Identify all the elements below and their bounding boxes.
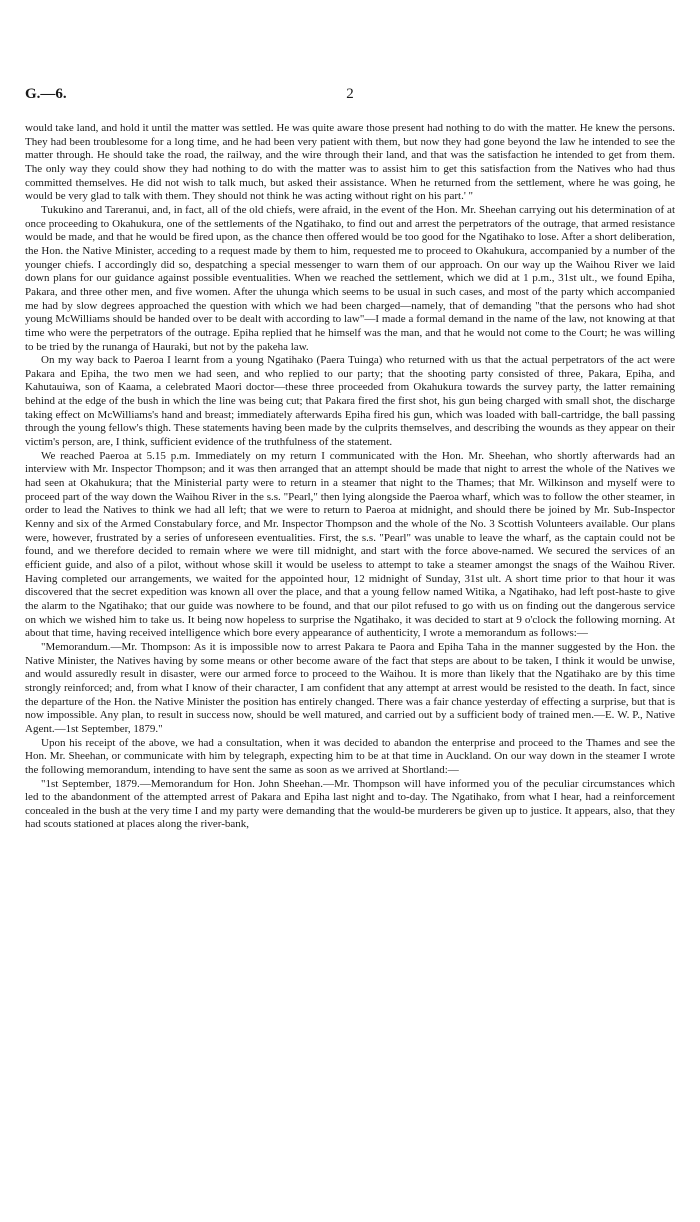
memorandum-thompson: "Memorandum.—Mr. Thompson: As it is impossible now to arrest Pakara te Paora and Epiha Taha in the manner suggested by the Hon. the Native Minister, the Natives having by some means or other become aware of the fact that steps are about to be taken, I think it would be unwise, and would assuredly result in disaster, were our armed force to proceed to the Waihou. It is more than likely that the Ngatihako are by this time strongly reinforced; and, from what I know of their character, I am confident that any attempt at arrest would be resisted to the death. In fact, since the departure of the Hon. the Native Minister the position has entirely changed. There was a fair chance yesterday of effecting a surprise, but that is now impossible. Any plan, to result in success now, should be well matured, and carried out by a sufficient body of trained men.—E. W. P., Native Agent.—1st September, 1879." <box>25 640 675 735</box>
memorandum-sheehan: "1st September, 1879.—Memorandum for Hon. John Sheehan.—Mr. Thompson will have informed you of the peculiar circumstances which led to the abandonment of the attempted arrest of Pakara and Epiha last night and to-day. The Ngatihako, from what I hear, had a reinforcement concealed in the bush at the very time I and my party were demanding that the would-be murderers be given up to justice. It appears, also, that they had scouts stationed at places along the river-bank, <box>25 777 675 831</box>
paragraph-continued: would take land, and hold it until the matter was settled. He was quite aware those present had nothing to do with the matter. He knew the persons. They had been troublesome for a long time, and he had been very patient with them, but now they had gone beyond the law he intended to see the matter through. He should take the road, the railway, and the wire through their land, and that was the satisfaction he intended to get from them. The only way they could show they had nothing to do with the matter was to assist him to get this satisfaction from the Natives who had thus committed themselves. He did not wish to talk much, but asked their assistance. When he returned from the settlement, where he was going, he would be very glad to talk with them. They should not think he was acting without right on his part.' " <box>25 122 675 203</box>
body-text <box>25 122 675 832</box>
paragraph-arrest-plans: We reached Paeroa at 5.15 p.m. Immediately on my return I communicated with the Hon. Mr. Sheehan, who shortly afterwards had an interview with Mr. Inspector Thompson; and it was then arranged that an attempt should be made that night to arrest the whole of the Natives we had seen at Okahukura; that the Ministerial party were to return in a steamer that night to the Thames; that Mr. Wilkinson and myself were to proceed part of the way down the Waihou River in the s.s. "Pearl," then lying alongside the Paeroa wharf, which was to follow the other steamer, in order to lead the Natives to think we had all left; that we were to return to Paeroa at midnight, and should there be joined by Mr. Sub-Inspector Kenny and six of the Armed Constabulary force, and Mr. Inspector Thompson and the whole of the No. 3 Scottish Volunteers available. Our plans were, however, frustrated by a series of unforeseen eventualities. First, the s.s. "Pearl" was unable to leave the wharf, as the captain could not be found, and we therefore decided to remain where we were till midnight, and start with the force above-named. We secured the services of an efficient guide, and also of a pilot, without whose skill it would be useless to attempt to take a steamer amongst the snags of the Waihou River. Having completed our arrangements, we waited for the appointed hour, 12 midnight of Sunday, 31st ult. A short time prior to that hour it was discovered that the secret expedition was known all over the place, and that a young fellow named Witika, a Ngatihako, had left post-haste to give the alarm to the Ngatihako; that our guide was nowhere to be found, and that our pilot refused to go with us on finding out the dangerous service on which we wished him to take us. It being now hopeless to surprise the Ngatihako, it was decided to start at 9 o'clock the following morning. At about that time, having received intelligence which bore every appearance of authenticity, I wrote a memorandum as follows:— <box>25 449 675 640</box>
paragraph-return-to-paeroa: On my way back to Paeroa I learnt from a young Ngatihako (Paera Tuinga) who returned with us that the actual perpetrators of the act were Pakara and Epiha, the two men we had seen, and who replied to our party; that the shooting party consisted of three, Pakara, Epiha, and Kahutauiwa, son of Kaama, a celebrated Maori doctor—these three proceeded from Okahukura towards the survey party, the latter remaining behind at the edge of the bush in which the line was being cut; that Pakara fired the first shot, his gun being charged with small shot, the discharge taking effect on McWilliams's hand and breast; immediately afterwards Epiha fired his gun, which was loaded with ball-cartridge, the ball passing through the young fellow's thigh. These statements having been made by the culprits themselves, and describing the wounds as they appear on their victim's person, are, I think, sufficient evidence of the truthfulness of the statement. <box>25 354 675 449</box>
paragraph-tukukino: Tukukino and Tareranui, and, in fact, all of the old chiefs, were afraid, in the event of the Hon. Mr. Sheehan carrying out his determination of at once proceeding to Okahukura, one of the settlements of the Ngatihako, to find out and arrest the perpetrators of the outrage, that armed resistance would be made, and that he would be fired upon, as the chance then offered would be too good for the Ngatihako to lose. After a short deliberation, the Hon. the Native Minister, acceding to a request made by them to him, requested me to proceed to Okahukura, accompanied by a number of the younger chiefs. I accordingly did so, despatching a special messenger to warn them of our approach. On our way up the Waihou River we laid down plans for our guidance against possible eventualities. When we reached the settlement, which we did at 1 p.m., 31st ult., we found Epiha, Pakara, and three other men, and five women. After the uhunga which seems to be usual in such cases, and most of the party which accompanied me had by slow degrees approached the question with which we had been charged—namely, that of demanding "that the persons who had shot young McWilliams should be handed over to be dealt with according to law"—I made a formal demand in the name of the law, not knowing at that time who were the perpetrators of the outrage. Epiha replied that he himself was the man, and that he would not come to the Court; he was willing to be tried by the runanga of Hauraki, but not by the pakeha law. <box>25 203 675 353</box>
paragraph-consultation: Upon his receipt of the above, we had a consultation, when it was decided to abandon the enterprise and proceed to the Thames and see the Hon. Mr. Sheehan, or communicate with him by telegraph, expecting him to be at that time in Auckland. On our way down in the steamer I wrote the following memorandum, intending to have sent the same as soon as we arrived at Shortland:— <box>25 736 675 776</box>
page-header <box>25 86 675 106</box>
page-number: 2 <box>346 86 354 102</box>
document-reference: G.—6. <box>25 86 67 102</box>
